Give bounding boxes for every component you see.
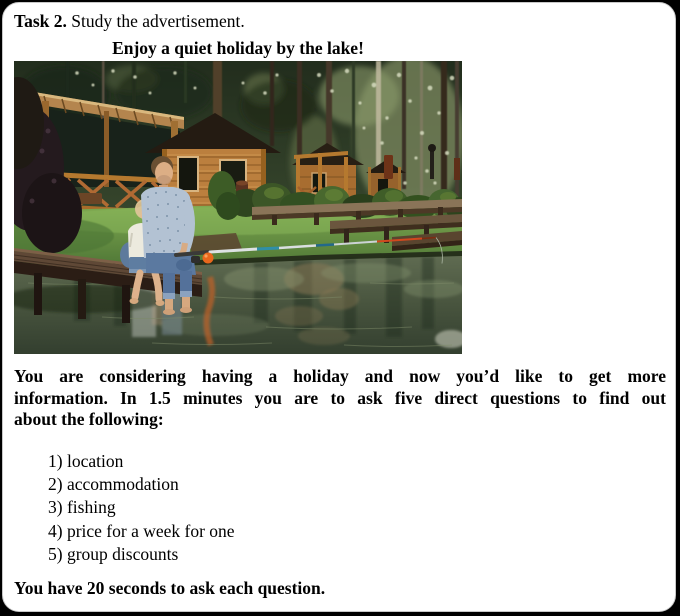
- lake-holiday-illustration: [14, 61, 462, 354]
- question-topics-list: [48, 450, 235, 566]
- advertisement-title: Enjoy a quiet holiday by the lake!: [112, 38, 364, 58]
- advertisement-photo: [14, 61, 462, 354]
- briefing-line: information. In 1.5 minutes you are to ask five direct questions to find out: [14, 387, 666, 408]
- list-item: 5) group discounts: [48, 543, 179, 564]
- briefing-paragraph: [14, 366, 666, 431]
- exam-page: [2, 2, 676, 612]
- orange-float: [203, 253, 214, 264]
- task-heading: [14, 10, 245, 32]
- list-item: 2) accommodation: [48, 474, 179, 495]
- list-item: 3) fishing: [48, 497, 116, 518]
- list-item: 4) price for a week for one: [48, 520, 235, 541]
- briefing-line: You are considering having a holiday and now you’d like to get more: [14, 366, 666, 386]
- task-instruction: Study the advertisement.: [71, 11, 245, 31]
- list-item: 1) location: [48, 451, 124, 471]
- briefing-line: about the following:: [14, 409, 164, 429]
- timing-note: You have 20 seconds to ask each question.: [14, 578, 326, 598]
- task-label: Task 2.: [14, 11, 67, 31]
